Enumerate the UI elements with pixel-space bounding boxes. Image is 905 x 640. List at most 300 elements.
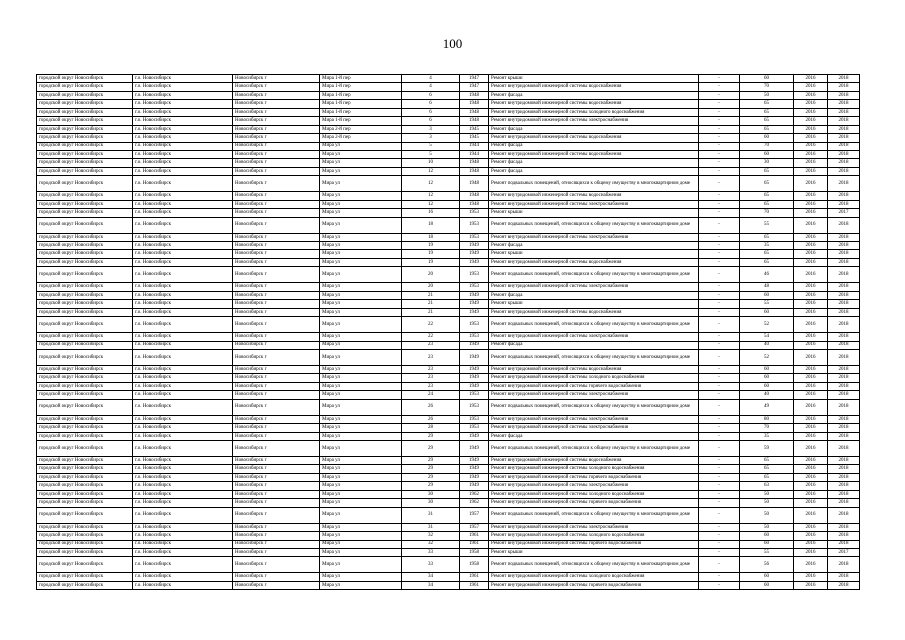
house-number-cell: 33 [402,548,460,556]
build-year-cell: 1949 [460,432,489,440]
settlement-cell: г.о. Новосибирск [133,125,233,133]
work-type-cell: Ремонт фасада [489,291,699,299]
build-year-cell: 1949 [460,242,489,250]
build-year-cell: 1953 [460,399,489,415]
street-cell: Мира ул [320,159,402,167]
house-number-cell: 23 [402,349,460,365]
locality-cell: Новосибирск г [233,159,320,167]
settlement-cell: г.о. Новосибирск [133,507,233,523]
street-cell: Мира ул [320,317,402,333]
year-start-cell: 2016 [794,341,828,349]
dash-cell: - [699,382,740,390]
year-end-cell: 2018 [828,365,860,373]
work-type-cell: Ремонт фасада [489,159,699,167]
build-year-cell: 1953 [460,233,489,241]
build-year-cell: 1949 [460,482,489,490]
cost-cell: 60 [740,291,794,299]
locality-cell: Новосибирск г [233,150,320,158]
locality-cell: Новосибирск г [233,200,320,208]
build-year-cell: 1948 [460,200,489,208]
cost-cell: 70 [740,209,794,217]
year-start-cell: 2016 [794,300,828,308]
house-number-cell: 5 [402,142,460,150]
dash-cell: - [699,333,740,341]
work-type-cell: Ремонт внутридомовой инженерной системы горячего водоснабжения [489,499,699,507]
table-row [37,250,860,258]
cost-cell: 65 [740,200,794,208]
dash-cell: - [699,142,740,150]
work-type-cell: Ремонт внутридомовой инженерной системы холодного водоснабжения [489,573,699,581]
locality-cell: Новосибирск г [233,258,320,266]
work-type-cell: Ремонт внутридомовой инженерной системы холодного водоснабжения [489,532,699,540]
municipality-cell: городской округ Новосибирск [37,399,133,415]
street-cell: Мира 1-й пер [320,100,402,108]
cost-cell: 35 [740,242,794,250]
settlement-cell: г.о. Новосибирск [133,374,233,382]
year-start-cell: 2016 [794,117,828,125]
street-cell: Мира ул [320,209,402,217]
locality-cell: Новосибирск г [233,209,320,217]
work-type-cell: Ремонт внутридомовой инженерной системы водоснабжения [489,365,699,373]
year-end-cell: 2018 [828,167,860,175]
work-type-cell: Ремонт внутридомовой инженерной системы водоснабжения [489,457,699,465]
cost-cell: 65 [740,192,794,200]
year-end-cell: 2018 [828,317,860,333]
municipality-cell: городской округ Новосибирск [37,242,133,250]
street-cell: Мира ул [320,382,402,390]
year-start-cell: 2016 [794,167,828,175]
settlement-cell: г.о. Новосибирск [133,473,233,481]
work-type-cell: Ремонт подвальных помещений, относящихся к общему имуществу в многоквартирном доме [489,349,699,365]
house-number-cell: 3 [402,125,460,133]
dash-cell: - [699,365,740,373]
settlement-cell: г.о. Новосибирск [133,333,233,341]
year-start-cell: 2016 [794,507,828,523]
locality-cell: Новосибирск г [233,75,320,83]
year-end-cell: 2017 [828,548,860,556]
municipality-cell: городской округ Новосибирск [37,192,133,200]
table-row [37,283,860,291]
year-end-cell: 2018 [828,507,860,523]
street-cell: Мира ул [320,365,402,373]
settlement-cell: г.о. Новосибирск [133,91,233,99]
cost-cell: 70 [740,424,794,432]
locality-cell: Новосибирск г [233,365,320,373]
locality-cell: Новосибирск г [233,457,320,465]
table-row [37,548,860,556]
build-year-cell: 1962 [460,499,489,507]
locality-cell: Новосибирск г [233,192,320,200]
settlement-cell: г.о. Новосибирск [133,176,233,192]
cost-cell: 60 [740,382,794,390]
municipality-cell: городской округ Новосибирск [37,200,133,208]
dash-cell: - [699,308,740,316]
year-end-cell: 2018 [828,233,860,241]
locality-cell: Новосибирск г [233,490,320,498]
build-year-cell: 1948 [460,167,489,175]
municipality-cell: городской округ Новосибирск [37,233,133,241]
dash-cell: - [699,125,740,133]
table-row [37,573,860,581]
house-number-cell: 19 [402,258,460,266]
locality-cell: Новосибирск г [233,523,320,531]
build-year-cell: 1949 [460,365,489,373]
settlement-cell: г.о. Новосибирск [133,540,233,548]
year-end-cell: 2018 [828,482,860,490]
street-cell: Мира ул [320,540,402,548]
dash-cell: - [699,465,740,473]
municipality-cell: городской округ Новосибирск [37,382,133,390]
work-type-cell: Ремонт внутридомовой инженерной системы водоснабжения [489,150,699,158]
municipality-cell: городской округ Новосибирск [37,258,133,266]
street-cell: Мира ул [320,341,402,349]
house-number-cell: 5 [402,150,460,158]
dash-cell: - [699,167,740,175]
street-cell: Мира ул [320,142,402,150]
municipality-cell: городской округ Новосибирск [37,308,133,316]
municipality-cell: городской округ Новосибирск [37,341,133,349]
cost-cell: 65 [740,176,794,192]
municipality-cell: городской округ Новосибирск [37,349,133,365]
settlement-cell: г.о. Новосибирск [133,399,233,415]
table-row [37,291,860,299]
settlement-cell: г.о. Новосибирск [133,159,233,167]
municipality-cell: городской округ Новосибирск [37,167,133,175]
house-number-cell: 6 [402,117,460,125]
street-cell: Мира ул [320,242,402,250]
house-number-cell: 30 [402,499,460,507]
work-type-cell: Ремонт внутридомовой инженерной системы водоснабжения [489,308,699,316]
settlement-cell: г.о. Новосибирск [133,75,233,83]
house-number-cell: 29 [402,465,460,473]
table-row [37,441,860,457]
municipality-cell: городской округ Новосибирск [37,209,133,217]
settlement-cell: г.о. Новосибирск [133,581,233,589]
settlement-cell: г.о. Новосибирск [133,267,233,283]
dash-cell: - [699,117,740,125]
house-number-cell: 30 [402,490,460,498]
house-number-cell: 21 [402,300,460,308]
municipality-cell: городской округ Новосибирск [37,432,133,440]
settlement-cell: г.о. Новосибирск [133,457,233,465]
locality-cell: Новосибирск г [233,125,320,133]
municipality-cell: городской округ Новосибирск [37,125,133,133]
table-row [37,317,860,333]
house-number-cell: 23 [402,374,460,382]
settlement-cell: г.о. Новосибирск [133,117,233,125]
year-start-cell: 2016 [794,382,828,390]
house-number-cell: 21 [402,291,460,299]
build-year-cell: 1947 [460,83,489,91]
year-start-cell: 2016 [794,125,828,133]
year-start-cell: 2016 [794,482,828,490]
cost-cell: 60 [740,374,794,382]
cost-cell: 65 [740,250,794,258]
work-type-cell: Ремонт фасада [489,341,699,349]
house-number-cell: 6 [402,100,460,108]
table-row [37,192,860,200]
locality-cell: Новосибирск г [233,242,320,250]
cost-cell: 65 [740,473,794,481]
municipality-cell: городской округ Новосибирск [37,391,133,399]
locality-cell: Новосибирск г [233,83,320,91]
street-cell: Мира ул [320,523,402,531]
street-cell: Мира ул [320,300,402,308]
municipality-cell: городской округ Новосибирск [37,134,133,142]
work-type-cell: Ремонт подвальных помещений, относящихся к общему имуществу в многоквартирном доме [489,217,699,233]
table-row [37,499,860,507]
locality-cell: Новосибирск г [233,250,320,258]
cost-cell: 60 [740,150,794,158]
settlement-cell: г.о. Новосибирск [133,192,233,200]
table-row [37,75,860,83]
year-start-cell: 2016 [794,490,828,498]
year-start-cell: 2016 [794,349,828,365]
street-cell: Мира ул [320,424,402,432]
street-cell: Мира ул [320,441,402,457]
municipality-cell: городской округ Новосибирск [37,557,133,573]
year-start-cell: 2016 [794,91,828,99]
work-type-cell: Ремонт внутридомовой инженерной системы горячего водоснабжения [489,473,699,481]
work-type-cell: Ремонт внутридомовой инженерной системы водоснабжения [489,192,699,200]
work-type-cell: Ремонт крыши [489,548,699,556]
cost-cell: 56 [740,557,794,573]
street-cell: Мира ул [320,267,402,283]
house-number-cell: 31 [402,507,460,523]
work-type-cell: Ремонт внутридомовой инженерной системы горячего водоснабжения [489,540,699,548]
dash-cell: - [699,415,740,423]
table-row [37,308,860,316]
house-number-cell: 32 [402,540,460,548]
municipality-cell: городской округ Новосибирск [37,267,133,283]
dash-cell: - [699,75,740,83]
build-year-cell: 1949 [460,473,489,481]
year-start-cell: 2016 [794,557,828,573]
house-number-cell: 22 [402,333,460,341]
dash-cell: - [699,209,740,217]
year-start-cell: 2016 [794,365,828,373]
house-number-cell: 31 [402,523,460,531]
table-row [37,300,860,308]
locality-cell: Новосибирск г [233,482,320,490]
table-row [37,532,860,540]
dash-cell: - [699,441,740,457]
build-year-cell: 1948 [460,117,489,125]
house-number-cell: 4 [402,75,460,83]
cost-cell: 50 [740,490,794,498]
municipality-cell: городской округ Новосибирск [37,250,133,258]
work-type-cell: Ремонт внутридомовой инженерной системы холодного водоснабжения [489,108,699,116]
house-number-cell: 4 [402,83,460,91]
year-end-cell: 2018 [828,125,860,133]
cost-cell: 50 [740,91,794,99]
dash-cell: - [699,258,740,266]
table-row [37,341,860,349]
build-year-cell: 1953 [460,391,489,399]
year-start-cell: 2016 [794,532,828,540]
street-cell: Мира ул [320,581,402,589]
work-type-cell: Ремонт фасада [489,167,699,175]
house-number-cell: 26 [402,399,460,415]
year-end-cell: 2018 [828,75,860,83]
build-year-cell: 1953 [460,424,489,432]
settlement-cell: г.о. Новосибирск [133,557,233,573]
dash-cell: - [699,374,740,382]
municipality-cell: городской округ Новосибирск [37,374,133,382]
year-start-cell: 2016 [794,134,828,142]
year-start-cell: 2016 [794,100,828,108]
locality-cell: Новосибирск г [233,441,320,457]
cost-cell: 65 [740,457,794,465]
build-year-cell: 1948 [460,176,489,192]
settlement-cell: г.о. Новосибирск [133,532,233,540]
house-number-cell: 34 [402,581,460,589]
table-row [37,432,860,440]
dash-cell: - [699,250,740,258]
year-start-cell: 2016 [794,399,828,415]
street-cell: Мира 1-й пер [320,91,402,99]
build-year-cell: 1961 [460,540,489,548]
house-number-cell: 26 [402,415,460,423]
settlement-cell: г.о. Новосибирск [133,490,233,498]
locality-cell: Новосибирск г [233,573,320,581]
municipality-cell: городской округ Новосибирск [37,499,133,507]
repair-schedule-table-container [36,74,859,590]
year-start-cell: 2016 [794,573,828,581]
cost-cell: 30 [740,159,794,167]
cost-cell: 65 [740,258,794,266]
year-end-cell: 2018 [828,142,860,150]
build-year-cell: 1953 [460,317,489,333]
build-year-cell: 1944 [460,150,489,158]
locality-cell: Новосибирск г [233,117,320,125]
cost-cell: 55 [740,217,794,233]
cost-cell: 50 [740,507,794,523]
locality-cell: Новосибирск г [233,581,320,589]
work-type-cell: Ремонт внутридомовой инженерной системы водоснабжения [489,134,699,142]
year-start-cell: 2016 [794,176,828,192]
street-cell: Мира ул [320,200,402,208]
locality-cell: Новосибирск г [233,341,320,349]
cost-cell: 60 [740,581,794,589]
locality-cell: Новосибирск г [233,415,320,423]
build-year-cell: 1944 [460,142,489,150]
house-number-cell: 23 [402,365,460,373]
house-number-cell: 20 [402,267,460,283]
street-cell: Мира ул [320,258,402,266]
settlement-cell: г.о. Новосибирск [133,317,233,333]
year-end-cell: 2018 [828,258,860,266]
municipality-cell: городской округ Новосибирск [37,482,133,490]
work-type-cell: Ремонт внутридомовой инженерной системы холодного водоснабжения [489,374,699,382]
cost-cell: 65 [740,100,794,108]
work-type-cell: Ремонт фасада [489,125,699,133]
work-type-cell: Ремонт внутридомовой инженерной системы горячего водоснабжения [489,581,699,589]
year-end-cell: 2018 [828,192,860,200]
year-end-cell: 2018 [828,432,860,440]
cost-cell: 65 [740,465,794,473]
year-start-cell: 2016 [794,548,828,556]
cost-cell: 60 [740,134,794,142]
year-end-cell: 2018 [828,176,860,192]
build-year-cell: 1948 [460,159,489,167]
dash-cell: - [699,300,740,308]
build-year-cell: 1949 [460,465,489,473]
locality-cell: Новосибирск г [233,382,320,390]
build-year-cell: 1953 [460,209,489,217]
year-end-cell: 2018 [828,441,860,457]
build-year-cell: 1961 [460,573,489,581]
build-year-cell: 1949 [460,349,489,365]
dash-cell: - [699,233,740,241]
year-start-cell: 2016 [794,581,828,589]
locality-cell: Новосибирск г [233,532,320,540]
build-year-cell: 1948 [460,108,489,116]
year-start-cell: 2016 [794,233,828,241]
house-number-cell: 22 [402,317,460,333]
table-row [37,507,860,523]
house-number-cell: 33 [402,557,460,573]
cost-cell: 52 [740,317,794,333]
dash-cell: - [699,473,740,481]
table-row [37,242,860,250]
table-row [37,490,860,498]
locality-cell: Новосибирск г [233,217,320,233]
municipality-cell: городской округ Новосибирск [37,75,133,83]
work-type-cell: Ремонт внутридомовой инженерной системы электроснабжения [489,424,699,432]
settlement-cell: г.о. Новосибирск [133,250,233,258]
settlement-cell: г.о. Новосибирск [133,391,233,399]
year-end-cell: 2018 [828,150,860,158]
house-number-cell: 32 [402,532,460,540]
year-end-cell: 2018 [828,134,860,142]
locality-cell: Новосибирск г [233,142,320,150]
year-start-cell: 2016 [794,441,828,457]
table-row [37,333,860,341]
house-number-cell: 29 [402,432,460,440]
settlement-cell: г.о. Новосибирск [133,283,233,291]
dash-cell: - [699,267,740,283]
dash-cell: - [699,291,740,299]
table-row [37,167,860,175]
work-type-cell: Ремонт внутридомовой инженерной системы водоснабжения [489,258,699,266]
year-start-cell: 2016 [794,415,828,423]
dash-cell: - [699,134,740,142]
locality-cell: Новосибирск г [233,283,320,291]
year-end-cell: 2018 [828,341,860,349]
dash-cell: - [699,150,740,158]
settlement-cell: г.о. Новосибирск [133,523,233,531]
dash-cell: - [699,424,740,432]
street-cell: Мира ул [320,374,402,382]
table-row [37,399,860,415]
municipality-cell: городской округ Новосибирск [37,159,133,167]
table-row [37,159,860,167]
municipality-cell: городской округ Новосибирск [37,365,133,373]
house-number-cell: 18 [402,217,460,233]
house-number-cell: 29 [402,441,460,457]
settlement-cell: г.о. Новосибирск [133,341,233,349]
dash-cell: - [699,432,740,440]
build-year-cell: 1949 [460,341,489,349]
work-type-cell: Ремонт подвальных помещений, относящихся к общему имуществу в многоквартирном доме [489,399,699,415]
street-cell: Мира ул [320,150,402,158]
table-row [37,134,860,142]
year-end-cell: 2018 [828,200,860,208]
repair-schedule-table [36,74,860,590]
dash-cell: - [699,91,740,99]
build-year-cell: 1961 [460,581,489,589]
